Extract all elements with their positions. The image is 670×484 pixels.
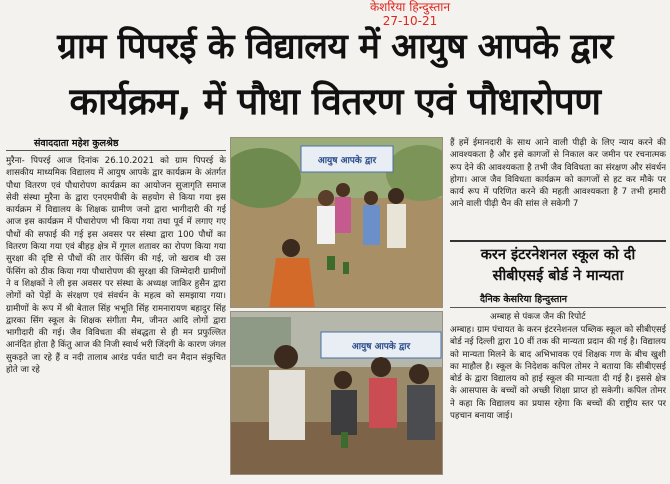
photo-banner-text-2: आयुष आपके द्वार [351, 342, 411, 352]
article-byline: संवाददाता महेश कुलश्रेष्ठ [34, 138, 119, 149]
article2-source: दैनिक केसरिया हिन्दुस्तान [480, 294, 568, 305]
photo-plantation-group [230, 137, 443, 308]
article-body-column: मुरैना- पिपरई आज दिनांक 26.10.2021 को ग्राम पिपरई के शासकीय माध्यमिक विद्यालय में आयुष आपके द्वार कार्यक्रम के अंतर्गत पौधा वितरण एवं पौधारोपण कार्यक्रम का आयोजन सुजागृति समाज सेवी संस्था मुरैना के द्वारा एनएमपीबी के सहयोग से किया गया इस कार्यक्रम में विद्यालय के शिक्षक ग्रामीण जनो द्वारा भागीदारी की गई आज इस कार्यक्रम में पौधारोपण भी किया गया तथा पूर्व में लगाए गए पौधों की सफाई की गई इस अवसर पर संस्था द्वारा 100 पौधों का वितरण किया गया एवं बीहड़ क्षेत्र में गूगल शतावर का रोपण किया गया सुरक्षा की दृष्टि से पौधों की तार फेंसिंग की गई, जो खराब थी उस फेंसिंग को ठीक किया गया पौधारोपण की सुरक्षा की जिम्मेदारी ग्रामीणों ने व शिक्षकों ने ली इस अवसर पर संस्था के अध्यक्ष जाकिर हुसैन द्वारा लोगों को पेड़ों के संरक्षण एवं संवर्धन के महत्व को समझाया गया। ग्रामीणों के रूप में श्री बेताल सिंह भभूति सिंह रामनारायण बहादुर सिंह द्वारका सिंग स्कूल के शिक्षक संगीता मैम, जीनत आदि लोगों द्वारा भागीदारी की गई। जैव विविधता की संबद्धता से ही मन प्रफुल्लित आनंदित होता है किंतु आज की निजी स्वार्थ भरी जिंदगी के कारण जंगल सुकड़ते जा रहे हैं व नदी तालाब आरंड पर्वत घाटी वन मैदान संकुचित होते जा रहे [6, 156, 226, 376]
article2-headline-line-1: करन इंटरनेशनल स्कूल को दी [480, 247, 636, 263]
headline-line-2: कार्यक्रम, में पौधा वितरण एवं पौधारोपण [69, 80, 601, 123]
photo-planting-men [230, 311, 443, 475]
article-continuation: हैं हमें ईमानदारी के साथ आने वाली पीढ़ी के लिए न्याय करने की आवश्यकता है और इसे कागजों से निकाल कर जमीन पर रचनात्मक रूप देने की आवश्यकता है तभी जैव विविधता का संरक्षण और संवर्धन होगा। आज जैव विविधता कार्यक्रम को कागजों से हट कर मौके पर कार्य रूप में परिणित करने की महती आवश्यकता है 7 तभी हमारी आने वाली पीढ़ी चैन की सांस ले सकेगी 7 [450, 138, 666, 210]
newspaper-name: केशरिया हिन्दुस्तान [369, 0, 451, 14]
source-rule [450, 307, 666, 308]
byline-rule [6, 150, 226, 151]
article2-body: अम्बाह। ग्राम पंचायत के करन इंटरनेशनल पब्लिक स्कूल को सीबीएसई बोर्ड नई दिल्ली द्वारा 10 वीं तक की मान्यता प्रदान की गई है। विद्यालय को मान्यता मिलने के बाद अभिभावक एवं शिक्षक गण के बीच खुशी का माहौल है। स्कूल के निदेशक कपिल तोमर ने बताया कि सीबीएसई बोर्ड के द्वारा विद्यालय को हाई स्कूल की मान्यता दी गई है। इससे क्षेत्र के आसपास के बच्चों को अच्छी शिक्षा प्राप्त हो सकेगी। कपिल तोमर ने कहा कि विद्यालय का प्रयास रहेगा कि बच्चों की राष्ट्रीय स्तर पर पहचान बनाया जाई। [450, 325, 666, 422]
article2-dateline: अम्बाह से पंकज जैन की रिपोर्ट [490, 312, 586, 322]
section-divider [450, 240, 666, 242]
headline-line-1: ग्राम पिपरई के विद्यालय में आयुष आपके द्वार [57, 27, 613, 67]
photo-banner-text: आयुष आपके द्वार [317, 156, 377, 166]
article2-headline-line-2: सीबीएसई बोर्ड ने मान्यता [492, 268, 624, 284]
newspaper-date: 27-10-21 [382, 14, 438, 28]
